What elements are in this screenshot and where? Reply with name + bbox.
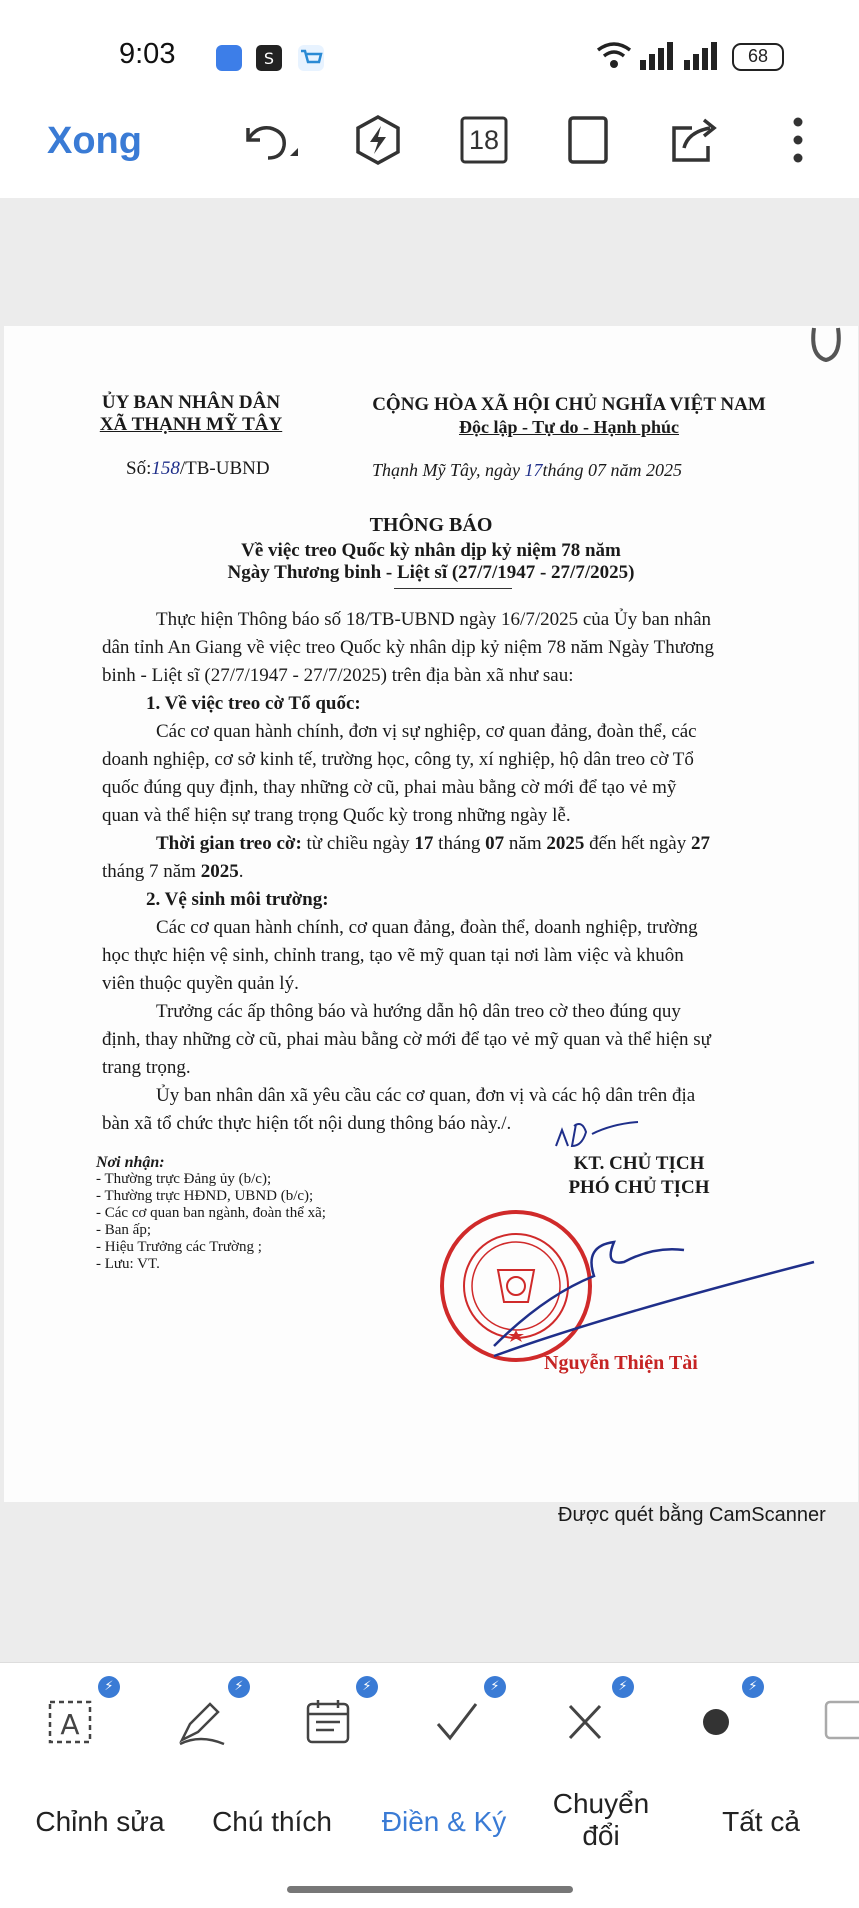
- recipient-4: - Ban ấp;: [96, 1222, 151, 1238]
- date-prefix: Thạnh Mỹ Tây, ngày: [372, 460, 520, 480]
- section1-line-2: doanh nghiệp, cơ sở kinh tế, trường học, công ty, xí nghiệp, hộ dân treo cờ Tổ: [102, 749, 694, 770]
- section1-heading: 1. Về việc treo cờ Tổ quốc:: [146, 693, 361, 714]
- flag-time-line-1: [102, 830, 784, 858]
- recipient-2: - Thường trực HĐND, UBND (b/c);: [96, 1188, 314, 1204]
- time-line2-post: .: [238, 861, 244, 882]
- signer-title-1: KT. CHỦ TỊCH: [573, 1153, 705, 1174]
- undo-icon[interactable]: [242, 114, 294, 166]
- recipient-1: - Thường trực Đảng ủy (b/c);: [96, 1171, 272, 1187]
- time-line2-year: 2025: [200, 861, 239, 882]
- closing-line-2: bàn xã tổ chức thực hiện tốt nội dung thông báo này./.: [102, 1113, 512, 1134]
- subtitle-line-1: Về việc treo Quốc kỳ nhân dịp kỷ niệm 78 năm: [241, 540, 621, 561]
- issuer-header: [84, 392, 298, 436]
- tab-convert[interactable]: Chuyển đổi: [552, 1788, 650, 1851]
- signal-icon-2: [684, 42, 718, 70]
- signer-name: Nguyễn Thiện Tài: [544, 1352, 698, 1374]
- section3-line-2: định, thay những cờ cũ, phai màu bằng cờ mới để tạo vẻ mỹ quan và thể hiện sự: [102, 1029, 711, 1050]
- pen-sign-badge-icon: ⚡: [228, 1676, 250, 1698]
- document-date: [372, 460, 682, 481]
- recipients-list: [96, 1154, 356, 1273]
- signature-scribble: [454, 1206, 824, 1366]
- number-prefix: Số:: [126, 458, 152, 479]
- time-text-1: từ chiều ngày: [301, 833, 415, 854]
- dot-badge-icon: ⚡: [742, 1676, 764, 1698]
- signer-block: [534, 1152, 744, 1200]
- svg-text:A: A: [60, 1708, 80, 1741]
- time-text-3: năm: [504, 833, 547, 854]
- tab-fill-sign[interactable]: Điền & Ký: [381, 1806, 507, 1837]
- scanner-watermark: Được quét bằng CamScanner: [558, 1504, 826, 1526]
- time-end-day: 27: [690, 833, 710, 854]
- section1-line-1: Các cơ quan hành chính, đơn vị sự nghiệp, cơ quan đảng, đoàn thể, các: [156, 721, 697, 742]
- home-indicator[interactable]: [287, 1886, 573, 1893]
- cross-badge-icon: ⚡: [612, 1676, 634, 1698]
- text-box-tool[interactable]: [42, 1690, 102, 1750]
- flag-time-label: Thời gian treo cờ:: [156, 833, 302, 854]
- document-number: [126, 458, 270, 480]
- wifi-icon: [596, 40, 632, 70]
- document-subtitle: [4, 540, 858, 584]
- app-notification-icon: [216, 45, 242, 71]
- issuer-line-2: XÃ THẠNH MỸ TÂY: [99, 414, 283, 435]
- national-motto: Độc lập - Tự do - Hạnh phúc: [458, 417, 680, 437]
- battery-level: 68: [747, 46, 769, 66]
- section1-line-3: quốc đúng quy định, thay những cờ cũ, phai màu bằng cờ mới để tạo vẻ mỹ: [102, 777, 677, 798]
- time-year: 2025: [546, 833, 585, 854]
- svg-text:S: S: [263, 49, 275, 68]
- national-header: [334, 394, 804, 438]
- page-count-icon[interactable]: [458, 114, 510, 166]
- cross-tool[interactable]: [556, 1690, 616, 1750]
- date-badge-icon: ⚡: [356, 1676, 378, 1698]
- date-suffix: tháng 07 năm 2025: [542, 460, 682, 480]
- status-time: 9:03: [119, 38, 176, 70]
- date-tool[interactable]: [300, 1690, 360, 1750]
- number-suffix: /TB-UBND: [179, 458, 270, 479]
- document-title: THÔNG BÁO: [369, 514, 493, 536]
- recipient-5: - Hiệu Trưởng các Trường ;: [96, 1239, 262, 1255]
- recipient-3: - Các cơ quan ban ngành, đoàn thể xã;: [96, 1205, 326, 1221]
- document-body: [102, 606, 784, 1138]
- tab-edit[interactable]: Chỉnh sửa: [35, 1806, 165, 1837]
- checkmark-badge-icon: ⚡: [484, 1676, 506, 1698]
- time-text-2: tháng: [433, 833, 486, 854]
- time-month: 07: [485, 833, 505, 854]
- national-title: CỘNG HÒA XÃ HỘI CHỦ NGHĨA VIỆT NAM: [372, 394, 766, 415]
- dot-tool[interactable]: [686, 1690, 746, 1750]
- signer-title-2: PHÓ CHỦ TỊCH: [568, 1177, 710, 1198]
- intro-line-1: Thực hiện Thông báo số 18/TB-UBND ngày 16/7/2025 của Ủy ban nhân: [156, 609, 712, 630]
- text-box-badge-icon: ⚡: [98, 1676, 120, 1698]
- recipients-heading: Nơi nhận:: [96, 1154, 165, 1171]
- time-day: 17: [414, 833, 434, 854]
- done-button[interactable]: Xong: [47, 120, 142, 162]
- signal-icon-1: [640, 42, 674, 70]
- more-tools-icon[interactable]: [822, 1700, 859, 1740]
- intro-line-2: dân tỉnh An Giang về việc treo Quốc kỳ nhân dịp kỷ niệm 78 năm Ngày Thương: [102, 637, 715, 658]
- section3-line-3: trang trọng.: [102, 1057, 191, 1078]
- staple-icon: [806, 326, 848, 366]
- section2-heading: 2. Vệ sinh môi trường:: [146, 889, 329, 910]
- handwritten-initials: [552, 1116, 642, 1156]
- shopping-cart-icon: [298, 45, 324, 71]
- flag-time-line-2: [102, 858, 784, 886]
- battery-icon: [732, 43, 784, 71]
- tab-annotate[interactable]: Chú thích: [212, 1806, 332, 1837]
- checkmark-tool[interactable]: [428, 1690, 488, 1750]
- pen-sign-tool[interactable]: [172, 1690, 232, 1750]
- section2-line-2: học thực hiện vệ sinh, chỉnh trang, tạo vẽ mỹ quan tại nơi làm việc và khuôn: [102, 945, 684, 966]
- section2-line-3: viên thuộc quyền quản lý.: [102, 973, 299, 994]
- page-count-label: 18: [468, 125, 500, 155]
- subtitle-line-2: Ngày Thương binh - Liệt sĩ (27/7/1947 - 27/7/2025): [227, 562, 635, 583]
- number-handwritten: 158: [151, 458, 180, 479]
- shopping-bag-icon: [256, 45, 282, 71]
- bottom-divider: [0, 1662, 859, 1663]
- tab-all[interactable]: Tất cả: [722, 1806, 800, 1837]
- quick-action-icon[interactable]: [352, 114, 404, 166]
- document-page[interactable]: [4, 326, 858, 1502]
- intro-line-3: binh - Liệt sĩ (27/7/1947 - 27/7/2025) trên địa bàn xã như sau:: [102, 665, 574, 686]
- section1-line-4: quan và thể hiện sự trang trọng Quốc kỳ trong những ngày lễ.: [102, 805, 571, 826]
- section3-line-1: Trưởng các ấp thông báo và hướng dẫn hộ dân treo cờ theo đúng quy: [156, 1001, 681, 1022]
- issuer-line-1: ỦY BAN NHÂN DÂN: [101, 392, 281, 413]
- share-icon[interactable]: [666, 114, 718, 166]
- title-underline: [394, 588, 512, 589]
- date-day-handwritten: 17: [524, 460, 543, 480]
- time-text-4: đến hết ngày: [584, 833, 691, 854]
- time-line2-pre: tháng 7 năm: [102, 861, 201, 882]
- recipient-6: - Lưu: VT.: [96, 1256, 160, 1272]
- more-options-icon[interactable]: [780, 114, 816, 166]
- closing-line-1: Ủy ban nhân dân xã yêu cầu các cơ quan, đơn vị và các hộ dân trên địa: [156, 1085, 696, 1106]
- crop-frame-icon[interactable]: [562, 114, 614, 166]
- section2-line-1: Các cơ quan hành chính, cơ quan đảng, đoàn thể, doanh nghiệp, trường: [156, 917, 698, 938]
